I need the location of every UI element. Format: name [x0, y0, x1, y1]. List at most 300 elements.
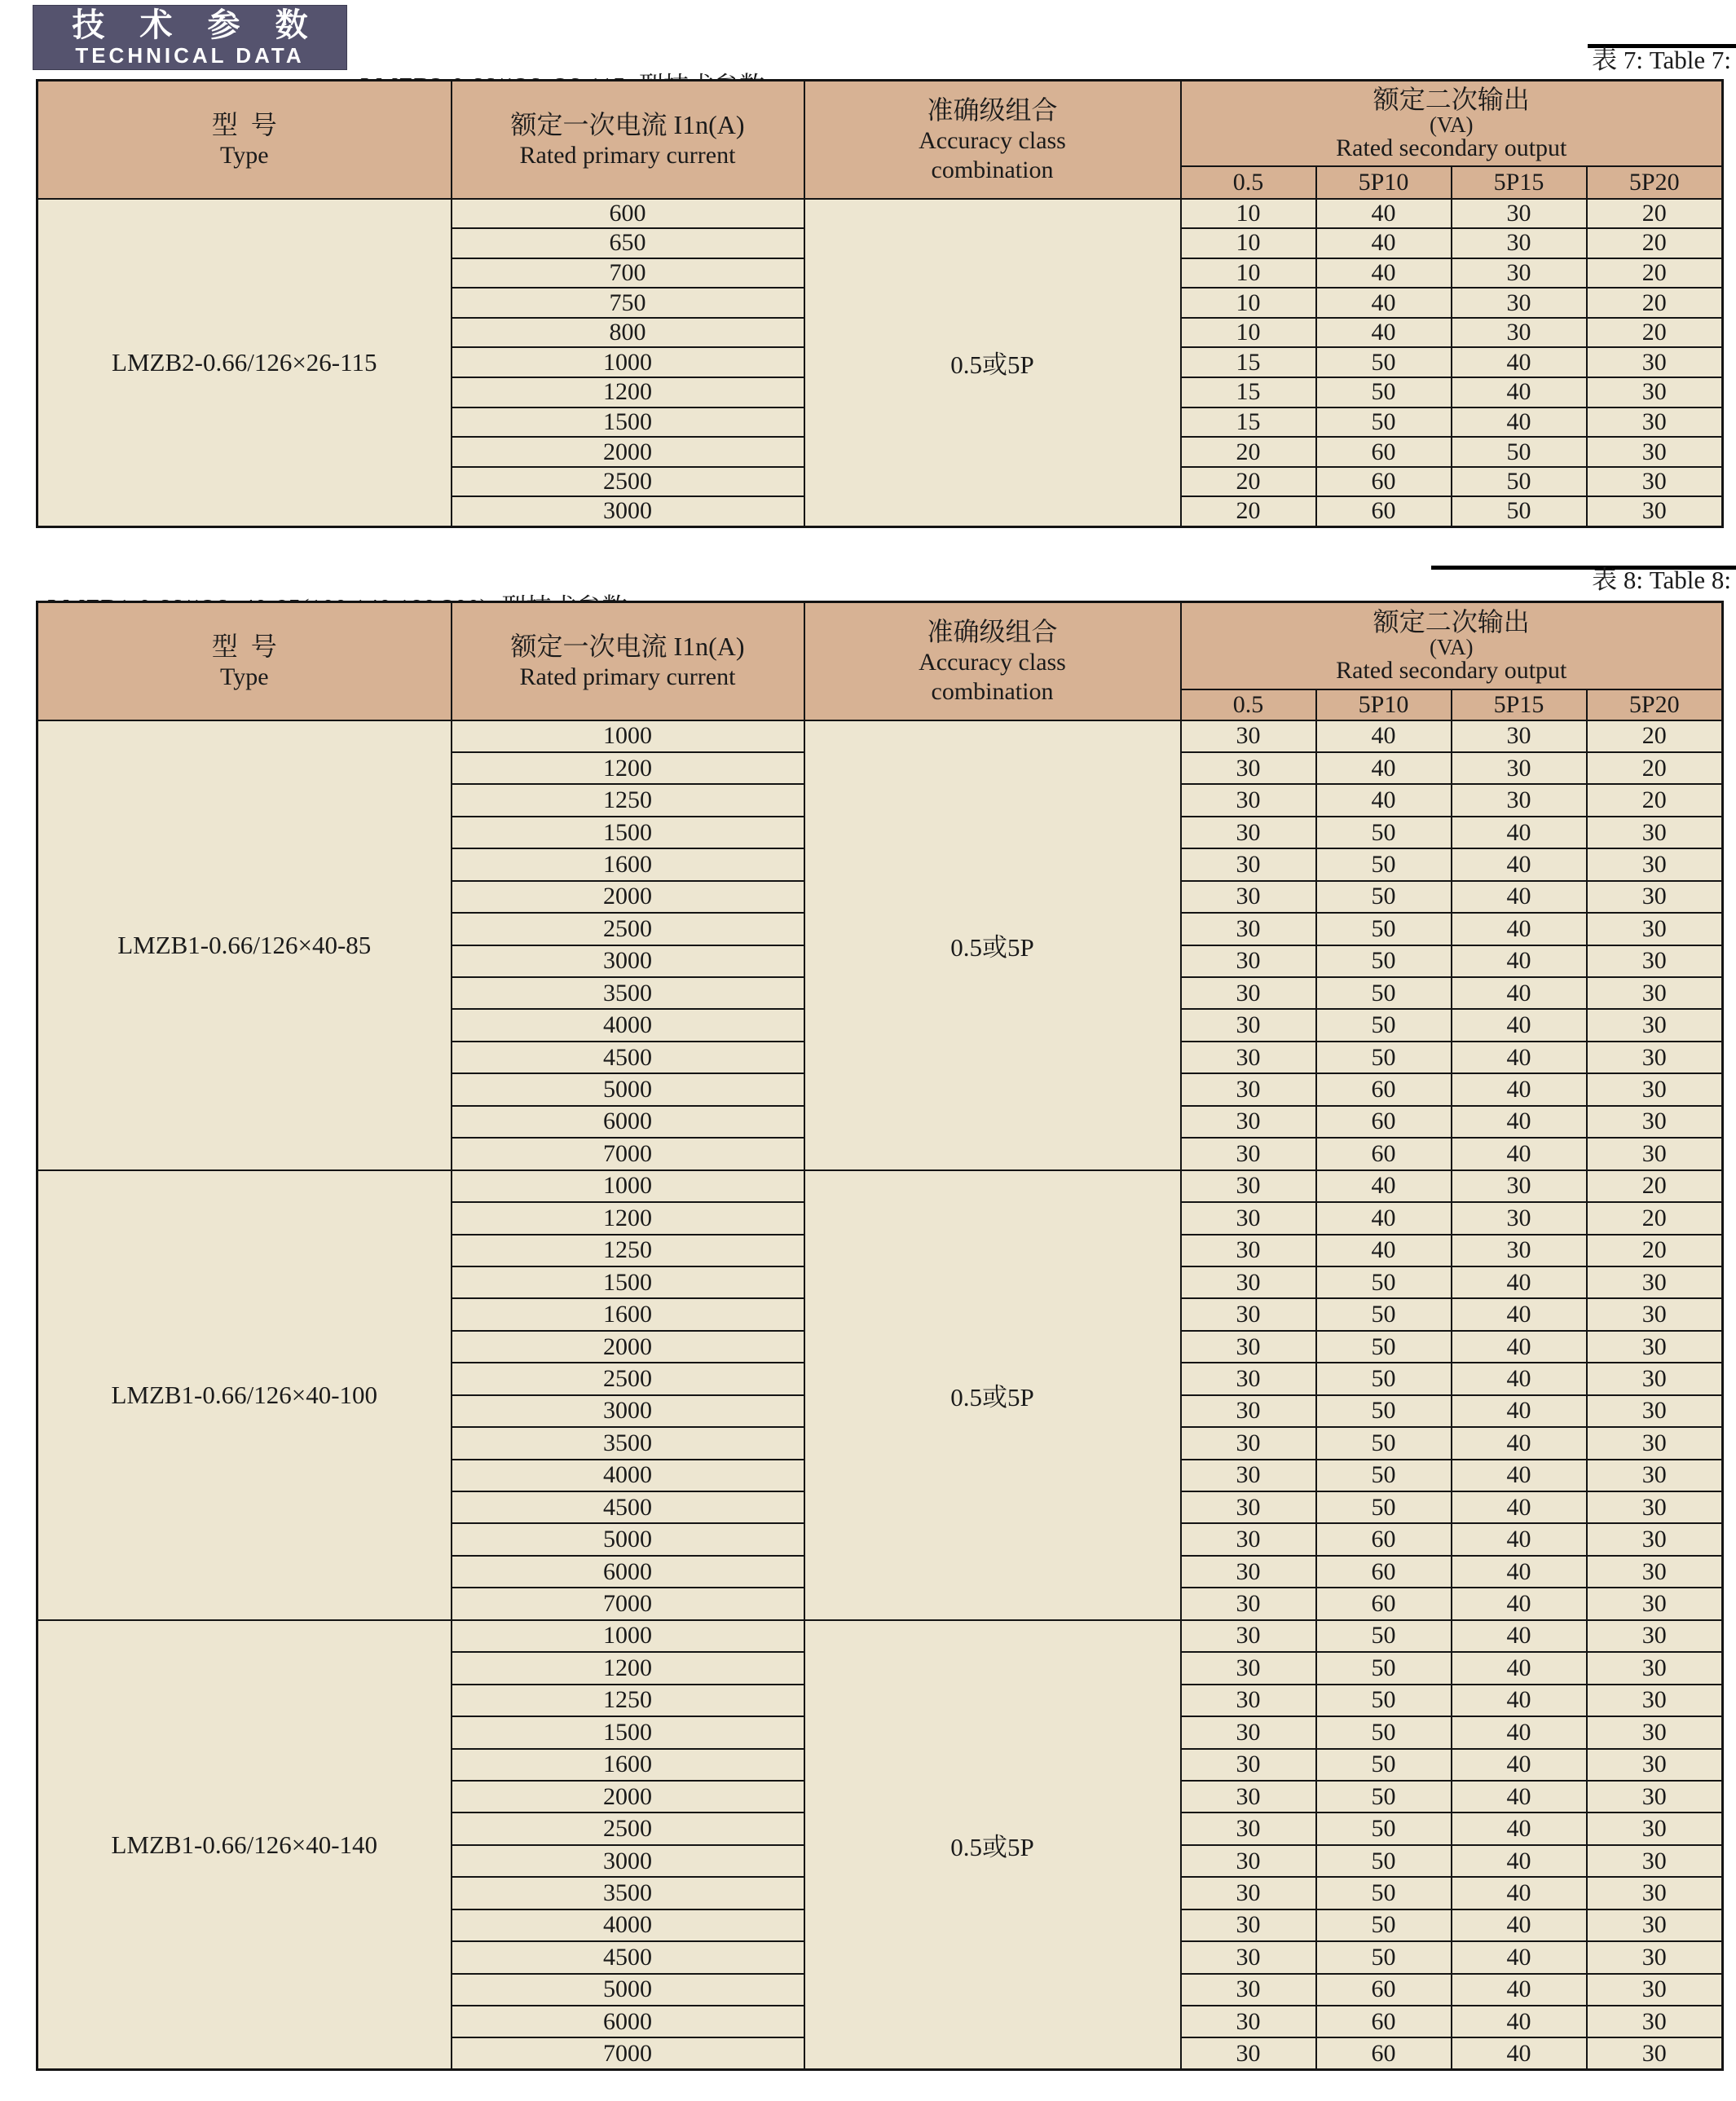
output-cell: 30: [1181, 1588, 1316, 1619]
output-cell: 30: [1181, 1877, 1316, 1909]
output-cell: 30: [1452, 752, 1587, 784]
output-cell: 30: [1452, 1235, 1587, 1266]
current-cell: 3000: [452, 1395, 804, 1427]
output-cell: 30: [1587, 347, 1723, 377]
output-cell: 30: [1587, 848, 1723, 880]
output-cell: 30: [1181, 1523, 1316, 1555]
output-cell: 30: [1587, 407, 1723, 438]
current-cell: 600: [452, 199, 804, 229]
subheader-5P20: 5P20: [1587, 689, 1723, 720]
output-cell: 40: [1452, 2006, 1587, 2037]
current-cell: 800: [452, 318, 804, 348]
output-cell: 60: [1316, 1138, 1452, 1169]
current-cell: 6000: [452, 1106, 804, 1138]
output-cell: 30: [1181, 1845, 1316, 1877]
output-cell: 40: [1452, 1941, 1587, 1973]
current-cell: 1200: [452, 377, 804, 407]
current-cell: 3000: [452, 1845, 804, 1877]
output-cell: 10: [1181, 228, 1316, 258]
table7-header-row: [37, 81, 1723, 166]
current-cell: 7000: [452, 1138, 804, 1169]
output-cell: 40: [1452, 913, 1587, 945]
output-cell: 30: [1587, 377, 1723, 407]
output-cell: 30: [1452, 318, 1587, 348]
output-cell: 40: [1452, 347, 1587, 377]
output-cell: 30: [1587, 496, 1723, 526]
output-cell: 30: [1587, 1073, 1723, 1105]
subheader-5P15: 5P15: [1452, 689, 1587, 720]
output-cell: 30: [1587, 1845, 1723, 1877]
output-cell: 40: [1452, 2037, 1587, 2069]
output-cell: 30: [1587, 1620, 1723, 1652]
output-cell: 50: [1316, 377, 1452, 407]
current-cell: 700: [452, 258, 804, 289]
output-cell: 50: [1316, 1331, 1452, 1363]
output-cell: 60: [1316, 1556, 1452, 1588]
current-cell: 2000: [452, 1781, 804, 1812]
current-cell: 1500: [452, 1716, 804, 1748]
output-cell: 30: [1587, 1331, 1723, 1363]
table-row: [37, 199, 1723, 229]
output-cell: 40: [1316, 258, 1452, 289]
output-cell: 30: [1181, 1749, 1316, 1781]
current-cell: 2000: [452, 437, 804, 467]
current-cell: 3500: [452, 977, 804, 1009]
output-cell: 30: [1181, 1974, 1316, 2006]
output-cell: 30: [1587, 1716, 1723, 1748]
output-cell: 30: [1587, 1106, 1723, 1138]
output-cell: 30: [1587, 1685, 1723, 1716]
output-cell: 30: [1587, 1941, 1723, 1973]
output-cell: 50: [1316, 1266, 1452, 1298]
output-cell: 40: [1316, 199, 1452, 229]
output-cell: 30: [1587, 1749, 1723, 1781]
current-cell: 650: [452, 228, 804, 258]
current-cell: 2500: [452, 1363, 804, 1394]
output-cell: 50: [1316, 1395, 1452, 1427]
current-cell: 1500: [452, 1266, 804, 1298]
output-cell: 40: [1452, 1523, 1587, 1555]
type-cell: LMZB2-0.66/126×26-115: [37, 199, 452, 527]
output-cell: 40: [1452, 1556, 1587, 1588]
output-cell: 20: [1587, 1202, 1723, 1234]
output-cell: 40: [1452, 881, 1587, 913]
output-cell: 40: [1452, 1652, 1587, 1684]
output-cell: 10: [1181, 258, 1316, 289]
output-cell: 40: [1452, 1491, 1587, 1523]
output-cell: 30: [1181, 1266, 1316, 1298]
output-cell: 40: [1316, 784, 1452, 816]
header-primary-current: 额定一次电流 I1n(A) Rated primary current: [452, 81, 804, 199]
current-cell: 1250: [452, 1235, 804, 1266]
output-cell: 30: [1587, 945, 1723, 977]
output-cell: 60: [1316, 467, 1452, 497]
output-cell: 50: [1452, 496, 1587, 526]
current-cell: 1000: [452, 1620, 804, 1652]
output-cell: 50: [1316, 817, 1452, 848]
output-cell: 20: [1587, 784, 1723, 816]
output-cell: 50: [1316, 881, 1452, 913]
current-cell: 2500: [452, 913, 804, 945]
table8-body: [37, 720, 1723, 2070]
output-cell: 40: [1452, 817, 1587, 848]
output-cell: 30: [1181, 752, 1316, 784]
current-cell: 3500: [452, 1427, 804, 1459]
current-cell: 3000: [452, 945, 804, 977]
output-cell: 30: [1181, 1298, 1316, 1330]
output-cell: 30: [1181, 2037, 1316, 2069]
output-cell: 50: [1316, 1781, 1452, 1812]
output-cell: 30: [1587, 1395, 1723, 1427]
output-cell: 30: [1587, 2037, 1723, 2069]
output-cell: 30: [1181, 1395, 1316, 1427]
current-cell: 1200: [452, 1202, 804, 1234]
current-cell: 750: [452, 288, 804, 318]
output-cell: 50: [1316, 1812, 1452, 1844]
current-cell: 7000: [452, 1588, 804, 1619]
output-cell: 40: [1452, 1138, 1587, 1169]
output-cell: 30: [1587, 1138, 1723, 1169]
output-cell: 60: [1316, 1588, 1452, 1619]
output-cell: 30: [1587, 1298, 1723, 1330]
current-cell: 1600: [452, 1298, 804, 1330]
output-cell: 30: [1181, 784, 1316, 816]
output-cell: 30: [1181, 1170, 1316, 1202]
output-cell: 40: [1452, 1877, 1587, 1909]
output-cell: 40: [1452, 1363, 1587, 1394]
table-row: [37, 1620, 1723, 1652]
output-cell: 30: [1181, 881, 1316, 913]
output-cell: 40: [1316, 752, 1452, 784]
output-cell: 50: [1316, 1685, 1452, 1716]
output-cell: 50: [1316, 1298, 1452, 1330]
output-cell: 30: [1587, 467, 1723, 497]
output-cell: 40: [1452, 1009, 1587, 1041]
output-cell: 40: [1452, 1042, 1587, 1073]
output-cell: 30: [1452, 228, 1587, 258]
header-accuracy-class: 准确级组合 Accuracy class combination: [804, 81, 1181, 199]
output-cell: 30: [1587, 437, 1723, 467]
output-cell: 30: [1587, 1042, 1723, 1073]
current-cell: 1500: [452, 817, 804, 848]
header-secondary-output: 额定二次输出 (VA) Rated secondary output: [1181, 602, 1723, 689]
output-cell: 30: [1181, 1106, 1316, 1138]
output-cell: 40: [1452, 1427, 1587, 1459]
output-cell: 40: [1452, 1395, 1587, 1427]
output-cell: 30: [1587, 1812, 1723, 1844]
output-cell: 30: [1181, 720, 1316, 752]
output-cell: 20: [1587, 288, 1723, 318]
header-primary-current: 额定一次电流 I1n(A) Rated primary current: [452, 602, 804, 720]
current-cell: 2500: [452, 1812, 804, 1844]
output-cell: 20: [1587, 199, 1723, 229]
output-cell: 15: [1181, 407, 1316, 438]
output-cell: 40: [1316, 720, 1452, 752]
output-cell: 30: [1587, 1877, 1723, 1909]
output-cell: 50: [1316, 1460, 1452, 1491]
output-cell: 50: [1316, 1877, 1452, 1909]
accuracy-cell: 0.5或5P: [804, 1620, 1181, 2070]
output-cell: 60: [1316, 1523, 1452, 1555]
current-cell: 1000: [452, 720, 804, 752]
output-cell: 30: [1587, 881, 1723, 913]
output-cell: 30: [1181, 1812, 1316, 1844]
output-cell: 60: [1316, 1106, 1452, 1138]
output-cell: 50: [1316, 347, 1452, 377]
output-cell: 30: [1452, 258, 1587, 289]
output-cell: 30: [1181, 1491, 1316, 1523]
output-cell: 20: [1587, 1235, 1723, 1266]
table7: [36, 79, 1724, 528]
current-cell: 3000: [452, 496, 804, 526]
output-cell: 30: [1452, 784, 1587, 816]
current-cell: 1600: [452, 848, 804, 880]
output-cell: 50: [1316, 1620, 1452, 1652]
output-cell: 20: [1587, 258, 1723, 289]
output-cell: 50: [1316, 1749, 1452, 1781]
table8-side-label: 表 8: Table 8:: [1592, 566, 1731, 594]
output-cell: 60: [1316, 2037, 1452, 2069]
output-cell: 40: [1316, 1235, 1452, 1266]
current-cell: 4500: [452, 1042, 804, 1073]
subheader-0.5: 0.5: [1181, 689, 1316, 720]
output-cell: 40: [1316, 318, 1452, 348]
output-cell: 40: [1452, 977, 1587, 1009]
type-cell: LMZB1-0.66/126×40-85: [37, 720, 452, 1170]
output-cell: 30: [1181, 1652, 1316, 1684]
output-cell: 20: [1181, 437, 1316, 467]
output-cell: 10: [1181, 318, 1316, 348]
current-cell: 1000: [452, 347, 804, 377]
output-cell: 15: [1181, 377, 1316, 407]
output-cell: 30: [1181, 1685, 1316, 1716]
output-cell: 30: [1181, 1941, 1316, 1973]
output-cell: 50: [1316, 1845, 1452, 1877]
current-cell: 1500: [452, 407, 804, 438]
output-cell: 50: [1316, 407, 1452, 438]
type-cell: LMZB1-0.66/126×40-140: [37, 1620, 452, 2070]
output-cell: 30: [1181, 1331, 1316, 1363]
header-type: 型 号 Type: [37, 602, 452, 720]
output-cell: 30: [1181, 977, 1316, 1009]
output-cell: 30: [1587, 2006, 1723, 2037]
output-cell: 30: [1181, 1138, 1316, 1169]
output-cell: 30: [1181, 1427, 1316, 1459]
current-cell: 2500: [452, 467, 804, 497]
output-cell: 10: [1181, 199, 1316, 229]
table8: [36, 601, 1724, 2071]
current-cell: 4500: [452, 1491, 804, 1523]
output-cell: 15: [1181, 347, 1316, 377]
output-cell: 30: [1181, 945, 1316, 977]
output-cell: 30: [1587, 1781, 1723, 1812]
badge-title-en: TECHNICAL DATA: [75, 43, 305, 68]
output-cell: 40: [1452, 1845, 1587, 1877]
output-cell: 40: [1452, 1749, 1587, 1781]
output-cell: 30: [1587, 913, 1723, 945]
output-cell: 40: [1452, 1266, 1587, 1298]
current-cell: 1200: [452, 752, 804, 784]
current-cell: 5000: [452, 1073, 804, 1105]
output-cell: 40: [1452, 848, 1587, 880]
output-cell: 40: [1452, 1298, 1587, 1330]
output-cell: 30: [1587, 817, 1723, 848]
output-cell: 40: [1452, 945, 1587, 977]
output-cell: 20: [1587, 1170, 1723, 1202]
subheader-5P15: 5P15: [1452, 166, 1587, 199]
current-cell: 5000: [452, 1974, 804, 2006]
current-cell: 6000: [452, 1556, 804, 1588]
output-cell: 60: [1316, 1073, 1452, 1105]
output-cell: 40: [1452, 1812, 1587, 1844]
output-cell: 30: [1181, 1716, 1316, 1748]
output-cell: 50: [1316, 1363, 1452, 1394]
output-cell: 40: [1452, 407, 1587, 438]
output-cell: 30: [1587, 1491, 1723, 1523]
output-cell: 20: [1587, 318, 1723, 348]
output-cell: 20: [1587, 720, 1723, 752]
output-cell: 40: [1316, 288, 1452, 318]
technical-data-badge: [33, 5, 347, 70]
output-cell: 30: [1452, 720, 1587, 752]
table-row: [37, 1170, 1723, 1202]
current-cell: 4500: [452, 1941, 804, 1973]
output-cell: 20: [1181, 467, 1316, 497]
output-cell: 50: [1316, 1716, 1452, 1748]
output-cell: 40: [1452, 1460, 1587, 1491]
badge-title-zh: 技 术 参 数: [72, 7, 321, 43]
output-cell: 30: [1181, 1042, 1316, 1073]
current-cell: 3500: [452, 1877, 804, 1909]
table8-header-row: [37, 602, 1723, 689]
output-cell: 40: [1452, 1331, 1587, 1363]
output-cell: 50: [1316, 1652, 1452, 1684]
current-cell: 4000: [452, 1460, 804, 1491]
output-cell: 30: [1181, 1235, 1316, 1266]
output-cell: 30: [1181, 1556, 1316, 1588]
accuracy-cell: 0.5或5P: [804, 1170, 1181, 1620]
current-cell: 4000: [452, 1009, 804, 1041]
output-cell: 40: [1452, 1781, 1587, 1812]
current-cell: 4000: [452, 1909, 804, 1941]
output-cell: 60: [1316, 1974, 1452, 2006]
header-secondary-output: 额定二次输出 (VA) Rated secondary output: [1181, 81, 1723, 166]
accuracy-cell: 0.5或5P: [804, 199, 1181, 527]
output-cell: 50: [1316, 848, 1452, 880]
output-cell: 30: [1587, 1588, 1723, 1619]
output-cell: 30: [1181, 2006, 1316, 2037]
output-cell: 30: [1587, 977, 1723, 1009]
output-cell: 30: [1181, 1073, 1316, 1105]
output-cell: 50: [1316, 977, 1452, 1009]
output-cell: 30: [1181, 1363, 1316, 1394]
current-cell: 5000: [452, 1523, 804, 1555]
output-cell: 30: [1587, 1974, 1723, 2006]
output-cell: 50: [1316, 1909, 1452, 1941]
output-cell: 30: [1587, 1523, 1723, 1555]
output-cell: 10: [1181, 288, 1316, 318]
output-cell: 40: [1316, 1170, 1452, 1202]
output-cell: 30: [1452, 1170, 1587, 1202]
output-cell: 60: [1316, 2006, 1452, 2037]
output-cell: 30: [1587, 1266, 1723, 1298]
output-cell: 30: [1587, 1909, 1723, 1941]
output-cell: 30: [1181, 913, 1316, 945]
output-cell: 50: [1316, 1009, 1452, 1041]
output-cell: 30: [1587, 1009, 1723, 1041]
output-cell: 30: [1452, 199, 1587, 229]
output-cell: 30: [1587, 1556, 1723, 1588]
output-cell: 40: [1316, 1202, 1452, 1234]
current-cell: 2000: [452, 881, 804, 913]
output-cell: 30: [1587, 1363, 1723, 1394]
output-cell: 30: [1181, 848, 1316, 880]
output-cell: 20: [1587, 752, 1723, 784]
current-cell: 1200: [452, 1652, 804, 1684]
current-cell: 7000: [452, 2037, 804, 2069]
output-cell: 30: [1181, 817, 1316, 848]
output-cell: 30: [1587, 1427, 1723, 1459]
output-cell: 50: [1452, 467, 1587, 497]
output-cell: 30: [1452, 288, 1587, 318]
subheader-5P20: 5P20: [1587, 166, 1723, 199]
output-cell: 50: [1316, 1941, 1452, 1973]
output-cell: 40: [1452, 1106, 1587, 1138]
output-cell: 40: [1452, 1620, 1587, 1652]
output-cell: 50: [1316, 945, 1452, 977]
output-cell: 40: [1452, 1588, 1587, 1619]
header-accuracy-class: 准确级组合 Accuracy class combination: [804, 602, 1181, 720]
output-cell: 30: [1587, 1652, 1723, 1684]
output-cell: 60: [1316, 437, 1452, 467]
subheader-5P10: 5P10: [1316, 689, 1452, 720]
subheader-5P10: 5P10: [1316, 166, 1452, 199]
output-cell: 30: [1452, 1202, 1587, 1234]
output-cell: 30: [1181, 1460, 1316, 1491]
table7-side-label: 表 7: Table 7:: [1592, 46, 1731, 74]
header-type: 型 号 Type: [37, 81, 452, 199]
current-cell: 1250: [452, 784, 804, 816]
output-cell: 30: [1181, 1781, 1316, 1812]
output-cell: 20: [1587, 228, 1723, 258]
output-cell: 50: [1316, 913, 1452, 945]
output-cell: 40: [1452, 1685, 1587, 1716]
table-row: [37, 720, 1723, 752]
table7-body: [37, 199, 1723, 527]
output-cell: 50: [1452, 437, 1587, 467]
type-cell: LMZB1-0.66/126×40-100: [37, 1170, 452, 1620]
subheader-0.5: 0.5: [1181, 166, 1316, 199]
output-cell: 30: [1181, 1909, 1316, 1941]
output-cell: 40: [1452, 1073, 1587, 1105]
output-cell: 30: [1587, 1460, 1723, 1491]
output-cell: 50: [1316, 1491, 1452, 1523]
output-cell: 60: [1316, 496, 1452, 526]
output-cell: 40: [1452, 1974, 1587, 2006]
current-cell: 1250: [452, 1685, 804, 1716]
output-cell: 40: [1316, 228, 1452, 258]
output-cell: 40: [1452, 377, 1587, 407]
output-cell: 30: [1181, 1620, 1316, 1652]
output-cell: 40: [1452, 1716, 1587, 1748]
current-cell: 1600: [452, 1749, 804, 1781]
output-cell: 20: [1181, 496, 1316, 526]
output-cell: 50: [1316, 1427, 1452, 1459]
current-cell: 6000: [452, 2006, 804, 2037]
output-cell: 50: [1316, 1042, 1452, 1073]
output-cell: 40: [1452, 1909, 1587, 1941]
current-cell: 2000: [452, 1331, 804, 1363]
